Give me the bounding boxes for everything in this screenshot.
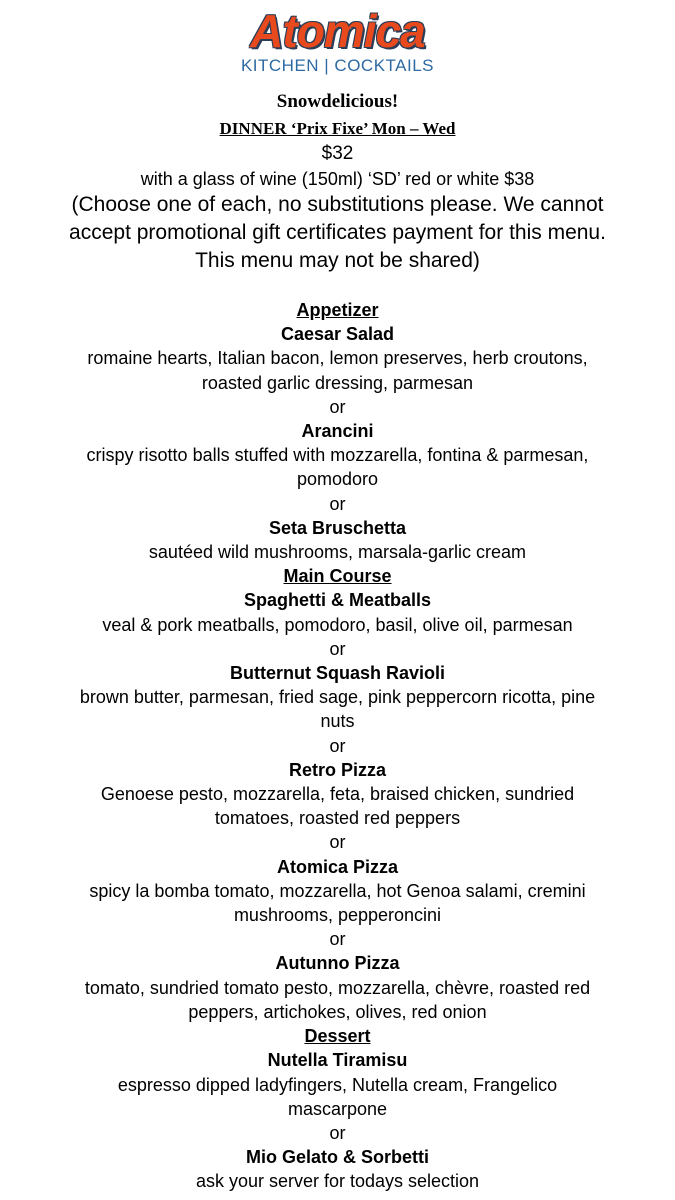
terms-line: This menu may not be shared) (195, 249, 480, 272)
menu-list (20, 298, 655, 1194)
or-separator: or (329, 493, 346, 514)
or-separator: or (329, 929, 346, 950)
dish-description: spicy la bomba tomato, mozzarella, hot Genoa salami, cremini (89, 880, 586, 901)
section-heading-main-course: Main Course (283, 566, 392, 587)
dish-description: mushrooms, pepperoncini (233, 905, 442, 926)
menu-subtitle: DINNER ‘Prix Fixe’ Mon – Wed (219, 119, 456, 138)
terms-note (20, 191, 655, 275)
section-heading-appetizer: Appetizer (296, 300, 379, 320)
atomica-logo (0, 6, 675, 82)
dish-description: brown butter, parmesan, fried sage, pink peppercorn ricotta, pine (79, 687, 596, 708)
dish-name: Caesar Salad (280, 324, 395, 345)
dish-description: roasted garlic dressing, parmesan (201, 372, 474, 393)
dish-description: tomato, sundried tomato pesto, mozzarella, chèvre, roasted red (84, 977, 591, 998)
dish-name: Atomica Pizza (276, 856, 399, 877)
terms-line: accept promotional gift certificates payment for this menu. (69, 221, 606, 244)
logo-tagline: KITCHEN | COCKTAILS (240, 56, 435, 75)
dish-name: Seta Bruschetta (268, 517, 407, 538)
or-separator: or (329, 832, 346, 853)
or-separator: or (329, 1122, 346, 1143)
menu-title: Snowdelicious! (276, 91, 399, 112)
dish-name: Nutella Tiramisu (267, 1050, 408, 1071)
dish-description: veal & pork meatballs, pomodoro, basil, olive oil, parmesan (102, 614, 573, 635)
menu-price: $32 (321, 143, 354, 164)
dish-name: Spaghetti & Meatballs (243, 590, 432, 611)
dish-description: nuts (320, 711, 355, 732)
dish-description: pomodoro (296, 469, 379, 490)
dish-description: ask your server for todays selection (195, 1171, 480, 1192)
wine-pairing-note: with a glass of wine (150ml) ‘SD’ red or white $38 (140, 169, 535, 189)
section-heading-dessert: Dessert (304, 1026, 371, 1047)
dish-description: peppers, artichokes, olives, red onion (188, 1001, 487, 1022)
dish-name: Arancini (301, 421, 374, 442)
dish-description: tomatoes, roasted red peppers (214, 808, 461, 829)
or-separator: or (329, 396, 346, 417)
dish-name: Autunno Pizza (275, 953, 400, 974)
dish-description: sautéed wild mushrooms, marsala-garlic cream (148, 542, 527, 563)
dish-name: Mio Gelato & Sorbetti (245, 1147, 429, 1168)
dish-description: crispy risotto balls stuffed with mozzarella, fontina & parmesan, (86, 445, 589, 466)
terms-line: (Choose one of each, no substitutions please. We cannot (71, 193, 604, 216)
dish-description: espresso dipped ladyfingers, Nutella cream, Frangelico (117, 1074, 558, 1095)
dish-name: Butternut Squash Ravioli (229, 663, 445, 684)
dish-description: mascarpone (287, 1098, 388, 1119)
dish-description: Genoese pesto, mozzarella, feta, braised chicken, sundried (100, 784, 575, 805)
dish-description: romaine hearts, Italian bacon, lemon preserves, herb croutons, (87, 348, 588, 369)
dish-name: Retro Pizza (288, 759, 387, 780)
or-separator: or (329, 735, 346, 756)
or-separator: or (329, 638, 346, 659)
logo-wordmark: Atomica (250, 5, 425, 57)
